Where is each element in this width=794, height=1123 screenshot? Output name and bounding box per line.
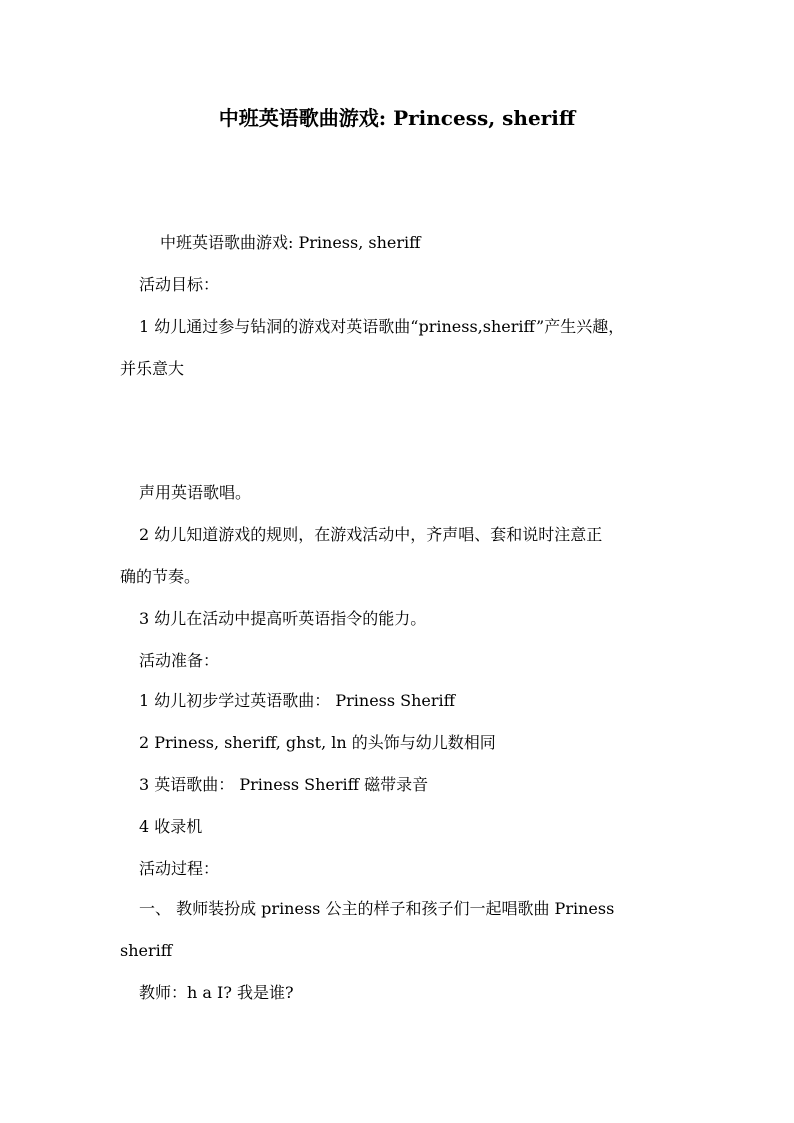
goal-item-2: 2 幼儿知道游戏的规则，在游戏活动中，齐声唱、套和说时注意正 (139, 525, 603, 544)
section-heading-process: 活动过程： (139, 859, 220, 878)
section-heading-preparation: 活动准备： (139, 651, 220, 670)
preparation-item-2: 2 Priness, sheriff, ghst, ln 的头饰与幼儿数相同 (139, 733, 496, 752)
preparation-item-4: 4 收录机 (139, 817, 203, 836)
preparation-item-3: 3 英语歌曲： Priness Sheriff 磁带录音 (139, 775, 429, 794)
goal-item-2-continued: 确的节奏。 (120, 567, 201, 586)
subtitle-line: 中班英语歌曲游戏: Priness, sheriff (160, 233, 421, 252)
preparation-item-1: 1 幼儿初步学过英语歌曲： Priness Sheriff (139, 691, 456, 710)
document-title: 中班英语歌曲游戏: Princess, sheriff (218, 106, 576, 130)
process-step-1: 一、 教师装扮成 priness 公主的样子和孩子们一起唱歌曲 Priness (139, 899, 615, 918)
section-heading-goals: 活动目标： (139, 275, 220, 294)
goal-item-3: 3 幼儿在活动中提高听英语指令的能力。 (139, 609, 427, 628)
goal-item-1: 1 幼儿通过参与钻洞的游戏对英语歌曲“priness,sheriff”产生兴趣， (139, 317, 625, 336)
goal-item-1-continued-2: 声用英语歌唱。 (139, 483, 252, 502)
process-step-1-continued: sheriff (120, 941, 173, 960)
teacher-dialogue: 教师：h a I? 我是谁? (139, 983, 294, 1002)
goal-item-1-continued: 并乐意大 (120, 359, 185, 378)
